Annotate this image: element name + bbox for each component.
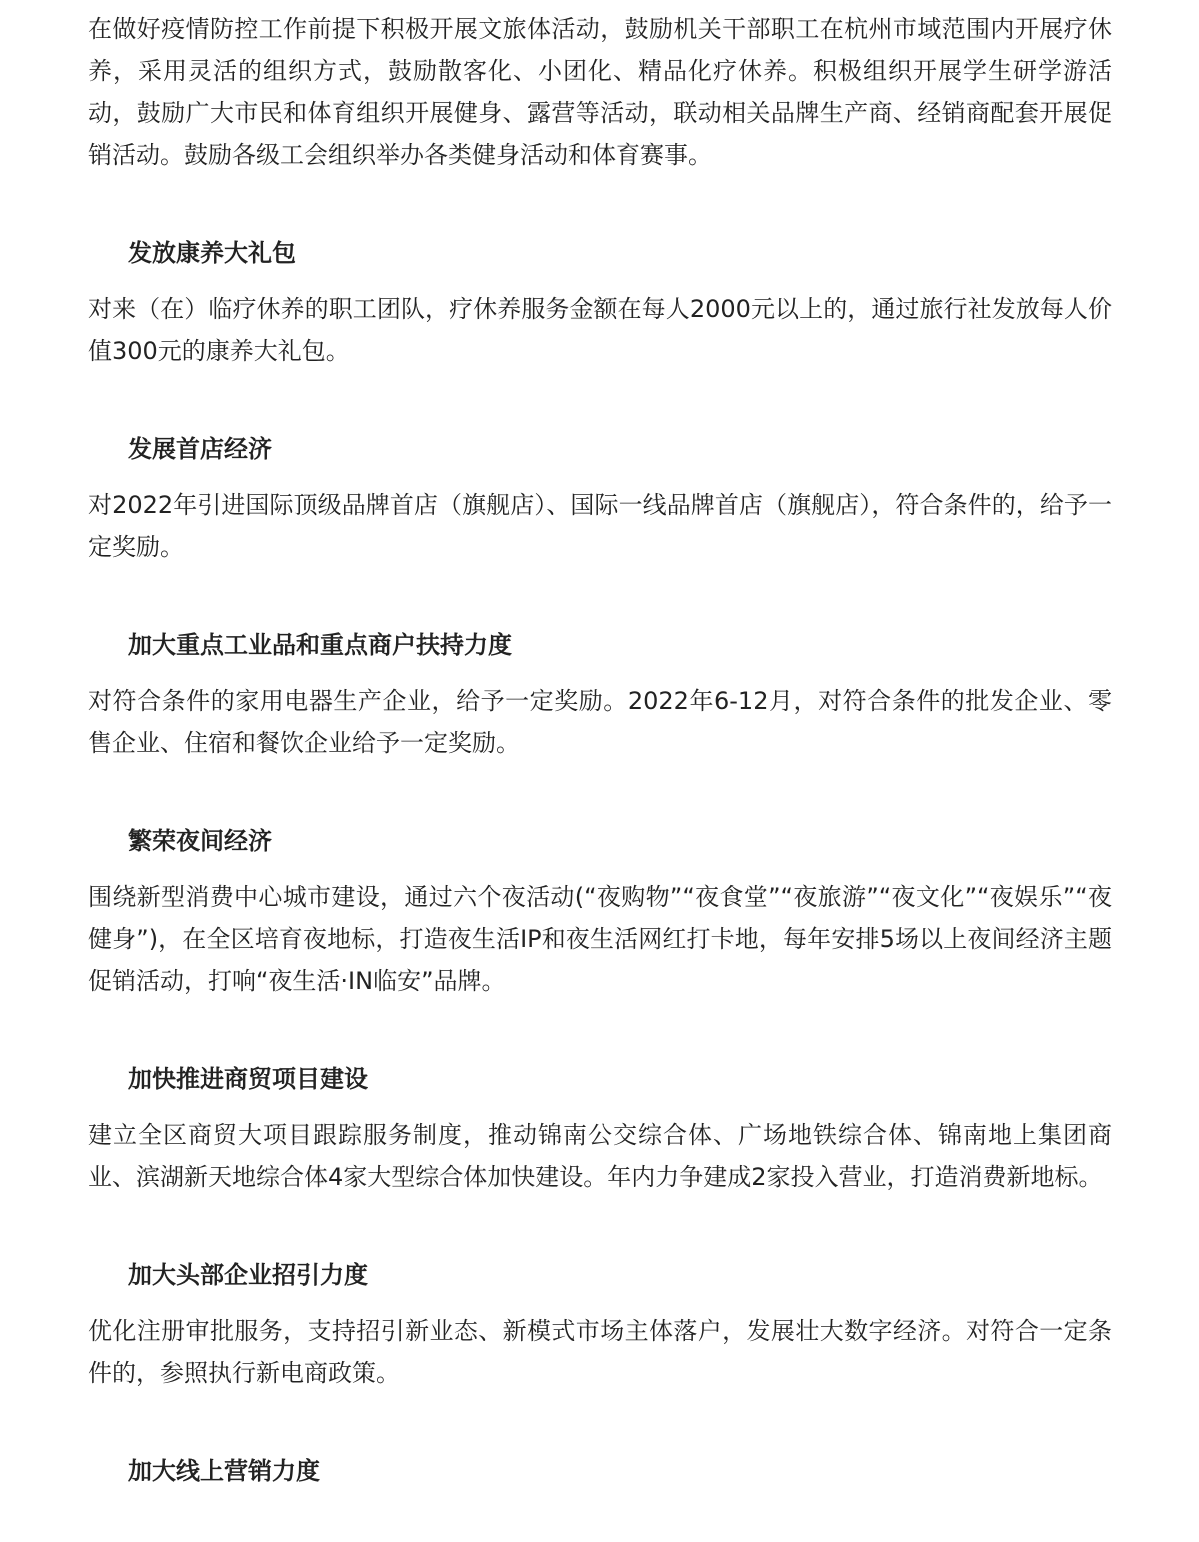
section-body-night-economy: 围绕新型消费中心城市建设，通过六个夜活动(“夜购物”“夜食堂”“夜旅游”“夜文化”“夜娱乐”“夜健身”)，在全区培育夜地标，打造夜生活IP和夜生活网红打卡地，每年安排5场以上夜间经济主题促销活动，打响“夜生活·IN临安”品牌。 xyxy=(88,883,1112,995)
section-body-first-store: 对2022年引进国际顶级品牌首店（旗舰店）、国际一线品牌首店（旗舰店），符合条件的，给予一定奖励。 xyxy=(88,491,1112,561)
section-heading-wellness-gift: 发放康养大礼包 xyxy=(128,239,296,267)
section-body-industrial-support: 对符合条件的家用电器生产企业，给予一定奖励。2022年6-12月，对符合条件的批发企业、零售企业、住宿和餐饮企业给予一定奖励。 xyxy=(88,687,1112,757)
section-body-commercial-projects: 建立全区商贸大项目跟踪服务制度，推动锦南公交综合体、广场地铁综合体、锦南地上集团商业、滨湖新天地综合体4家大型综合体加快建设。年内力争建成2家投入营业，打造消费新地标。 xyxy=(88,1121,1112,1191)
article-body xyxy=(88,8,1112,1492)
section-heading-online-marketing: 加大线上营销力度 xyxy=(128,1457,320,1485)
section-heading-first-store: 发展首店经济 xyxy=(128,435,272,463)
section-body-wellness-gift: 对来（在）临疗休养的职工团队，疗休养服务金额在每人2000元以上的，通过旅行社发放每人价值300元的康养大礼包。 xyxy=(88,295,1112,365)
section-heading-industrial-support: 加大重点工业品和重点商户扶持力度 xyxy=(128,631,512,659)
section-heading-night-economy: 繁荣夜间经济 xyxy=(128,827,272,855)
section-heading-leading-enterprises: 加大头部企业招引力度 xyxy=(128,1261,368,1289)
intro-paragraph: 在做好疫情防控工作前提下积极开展文旅体活动，鼓励机关干部职工在杭州市域范围内开展疗休养，采用灵活的组织方式，鼓励散客化、小团化、精品化疗休养。积极组织开展学生研学游活动，鼓励广大市民和体育组织开展健身、露营等活动，联动相关品牌生产商、经销商配套开展促销活动。鼓励各级工会组织举办各类健身活动和体育赛事。 xyxy=(88,15,1112,169)
section-heading-commercial-projects: 加快推进商贸项目建设 xyxy=(128,1065,368,1093)
section-body-leading-enterprises: 优化注册审批服务，支持招引新业态、新模式市场主体落户，发展壮大数字经济。对符合一定条件的，参照执行新电商政策。 xyxy=(88,1317,1112,1387)
